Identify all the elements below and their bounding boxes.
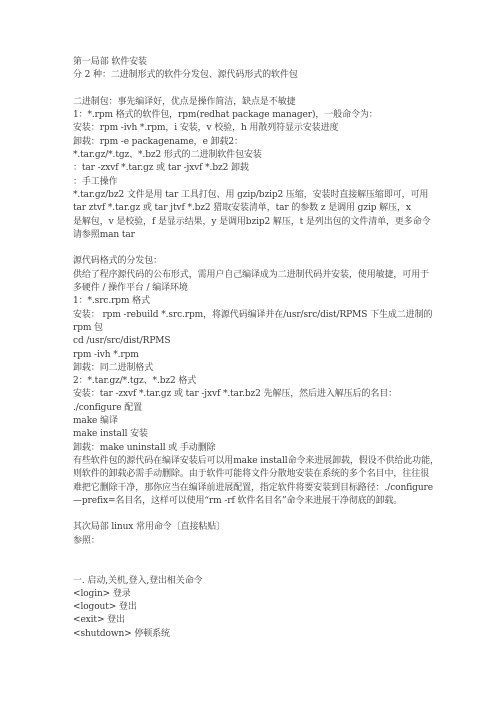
text-line: 难把它删除干净，那你应当在编译前进展配置，指定软件将要安装到目标路径：./configure (73, 482, 433, 493)
text-line: 多硬件 / 操作平台 / 编译环境 (73, 283, 188, 294)
text-line: 二进制包：事先编译好，优点是操作简洁，缺点是不敏捷 (73, 96, 296, 107)
text-line: 卸载：make uninstall 或 手动删除 (73, 442, 216, 453)
text-line: —prefix=名目名，这样可以使用“rm -rf 软件名目名”命令来进展干净彻底的卸载。 (73, 495, 403, 506)
text-line: make install 安装 (73, 429, 148, 440)
text-line: 卸载：rpm -e packagename，e 卸载2： (73, 136, 243, 147)
document-page (73, 56, 445, 641)
text-line: 安装：tar -zxvf *.tar.gz 或 tar -jxvf *.tar.bz2 先解压，然后进入解压后的名目： (73, 389, 398, 400)
text-line: <logout> 登出 (73, 602, 137, 613)
blank-line (73, 548, 445, 561)
text-line: <shutdown> 停顿系统 (73, 628, 170, 639)
text-line: 1：*.src.rpm 格式 (73, 296, 150, 307)
text-line: <exit> 登出 (73, 615, 125, 626)
text-line: 分 2 种：二进制形式的软件分发包、源代码形式的软件包 (73, 70, 298, 81)
text-line: 是解包，v 是校验，f 是显示结果，y 是调用bzip2 解压，t 是列出包的文件清单，更多命令 (73, 216, 431, 227)
text-line: 有些软件包的源代码在编译安装后可以用make install命令来进展卸载，假设不供给此功能， (73, 455, 439, 466)
text-line: 安装： rpm -rebuild *.src.rpm，将源代码编译并在/usr/src/dist/RPMS 下生成二进制的 (73, 309, 433, 320)
text-line: 请参照man tar (73, 229, 135, 240)
text-line: rpm 包 (73, 322, 103, 333)
text-line: rpm -ivh *.rpm (73, 349, 139, 360)
text-line: ./configure 配置 (73, 402, 143, 413)
text-line: 源代码格式的分发包： (73, 256, 163, 267)
blank-line (73, 83, 445, 96)
text-line: ：tar -zxvf *.tar.gz 或 tar -jxvf *.bz2 卸载 (73, 163, 249, 174)
text-line: 1：*.rpm 格式的软件包，rpm(redhat package manager)，一般命令为： (73, 110, 378, 121)
text-line: make 编译 (73, 416, 118, 427)
text-line: 参照： (73, 535, 100, 546)
text-line: tar ztvf *.tar.gz 或 tar jtvf *.bz2 猎取安装清单，tar 的参数 z 是调用 gzip 解压，x (73, 203, 411, 214)
blank-line (73, 508, 445, 521)
text-line: ：手工操作 (73, 176, 118, 187)
section-heading: 其次局部 linux 常用命令〔直接粘贴〕 (73, 522, 226, 533)
text-line: <login> 登录 (73, 588, 131, 599)
blank-line (73, 242, 445, 255)
text-line: 2：*.tar.gz/*.tgz、*.bz2 格式 (73, 376, 197, 387)
blank-line (73, 561, 445, 574)
text-line: 供给了程序源代码的公布形式，需用户自己编译成为二进制代码并安装，使用敏捷，可用于 (73, 269, 430, 280)
text-line: cd /usr/src/dist/RPMS (73, 336, 171, 347)
section-heading: 第一局部 软件安装 (73, 57, 147, 67)
text-line: 则软件的卸载必需手动删除。由于软件可能将文件分散地安装在系统的多个名目中，往往很 (73, 469, 430, 480)
text-line: 安装：rpm -ivh *.rpm，i 安装，v 校验，h 用散列符显示安装进度 (73, 123, 339, 134)
text-line: 一. 启动,关机,登入,登出相关命令 (73, 575, 203, 586)
text-line: *.tar.gz/bz2 文件是用 tar 工具打包、用 gzip/bzip2 压缩，安装时直接解压缩即可，可用 (73, 189, 429, 200)
text-line: 卸载：同二进制格式 (73, 362, 154, 373)
text-line: *.tar.gz/*.tgz、*.bz2 形式的二进制软件包安装 (73, 150, 262, 161)
